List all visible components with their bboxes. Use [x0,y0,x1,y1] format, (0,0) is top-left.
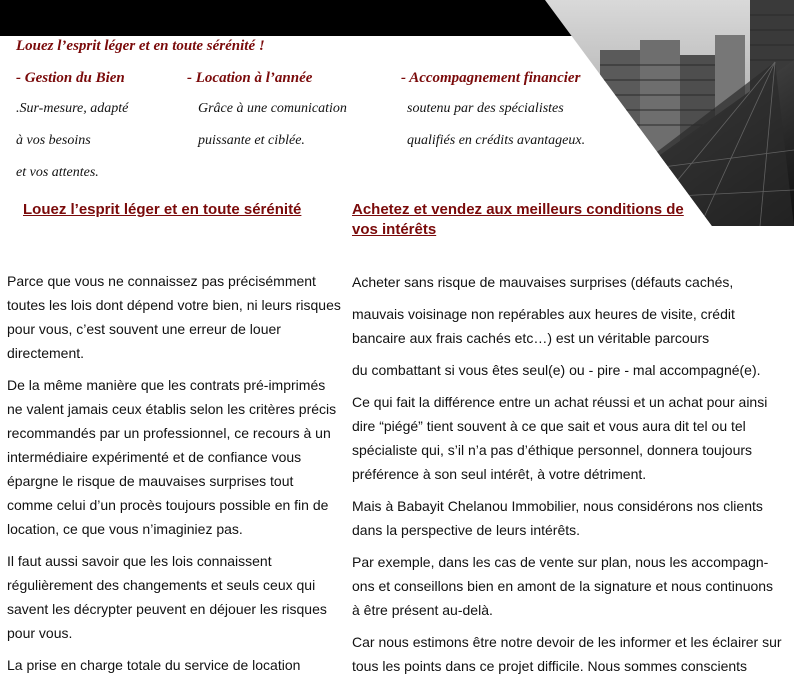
col-line: soutenu par des spécialistes [407,101,564,116]
paragraph: Par exemple, dans les cas de vente sur plan, nous les accompagn-ons et conseillons bien en amont de la signature et nous continuons à être présent au-delà. [352,554,774,618]
right-section-body [352,270,782,686]
col-line: puissante et ciblée. [198,133,305,148]
col-line: à vos besoins [16,133,91,148]
paragraph: Car nous estimons être notre devoir de les informer et les éclairer sur tous les points dans ce projet difficile. Nous sommes conscients [352,634,782,674]
paragraph: mauvais voisinage non repérables aux heures de visite, crédit bancaire aux frais cachés etc…) est un véritable parcours [352,306,735,346]
paragraph: Acheter sans risque de mauvaises surprises (défauts cachés, [352,274,734,290]
paragraph: La prise en charge totale du service de location [7,657,301,673]
col-heading-gestion: - Gestion du Bien [16,70,125,86]
left-section-title: Louez l’esprit léger et en toute sérénité [23,201,302,218]
paragraph: Il faut aussi savoir que les lois connaissent régulièrement des changements et seuls ceux qui savent les décrypter peuvent en déjouer les risques pour vous. [7,553,327,641]
col-line: .Sur-mesure, adapté [16,101,129,116]
col-heading-accompagnement: - Accompagnement financier [401,70,581,86]
hero-title: Louez l’esprit léger et en toute sérénité ! [16,38,265,54]
col-line: et vos attentes. [16,165,99,180]
col-line: Grâce à une comunication [198,101,347,116]
col-heading-location: - Location à l’année [187,70,313,86]
paragraph: du combattant si vous êtes seul(e) ou - pire - mal accompagné(e). [352,362,761,378]
paragraph: Mais à Babayit Chelanou Immobilier, nous considérons nos clients dans la perspective de leurs intérêts. [352,498,763,538]
paragraph: Ce qui fait la différence entre un achat réussi et un achat pour ainsi dire “piégé” tient souvent à ce que sait et vous aura dit tel ou tel spécialiste qui, s’il n’a pas d’éthique personnel, donnera toujours préférence à son seul intérêt, à votre détriment. [352,394,768,482]
left-section-body [7,269,342,685]
col-line: qualifiés en crédits avantageux. [407,133,586,148]
paragraph: De la même manière que les contrats pré-imprimés ne valent jamais ceux établis selon les critères précis recommandés par un professionnel, ce recours à un intermédiaire expérimenté et de confiance vous épargne le risque de mauvaises surprises tout comme celui d’un procès toujours possible en fin de location, ce que vous n’imaginiez pas. [7,377,337,537]
paragraph: Parce que vous ne connaissez pas précisémment toutes les lois dont dépend votre bien, ni leurs risques pour vous, c’est souvent une erreur de louer directement. [7,273,341,361]
right-section-title: Achetez et vendez aux meilleurs conditions de vos intérêts [352,201,684,238]
